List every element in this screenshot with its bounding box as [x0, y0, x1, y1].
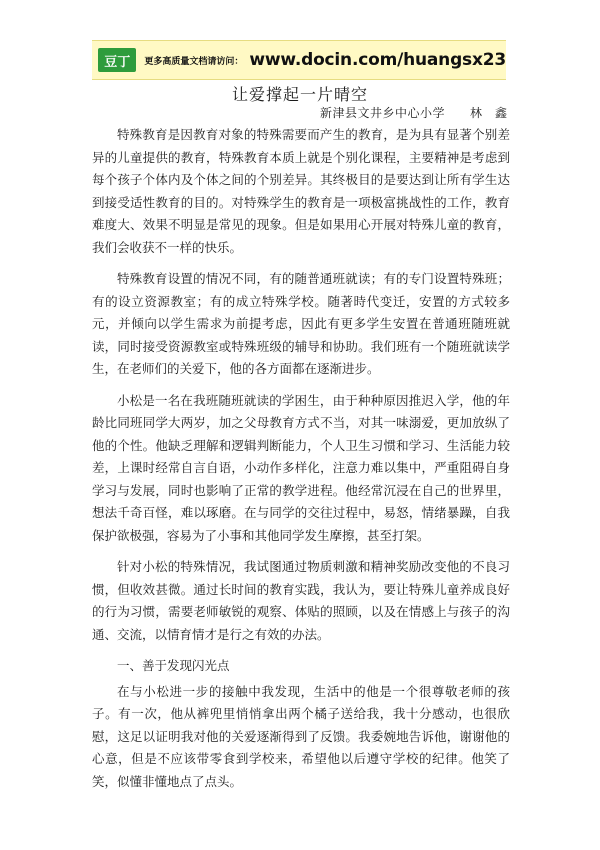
document-author: 新津县文井乡中心小学 林 鑫 [320, 106, 508, 120]
paragraph-5: 在与小松进一步的接触中我发现，生活中的他是一个很尊敬老师的孩子。有一次，他从裤兜里悄悄拿出两个橘子送给我，我十分感动，也很欣慰，这足以证明我对他的关爱逐渐得到了反馈。我委婉地告诉他，谢谢他的心意，但是不应该带零食到学校来，希望他以后遵守学校的纪律。他笑了笑，似懂非懂地点了点头。 [92, 683, 510, 789]
section-heading-1: 一、善于发现闪光点 [117, 658, 230, 673]
docin-logo: 豆丁 [98, 48, 136, 72]
banner-text: 更多高质量文档请访问： [144, 56, 244, 67]
docin-banner[interactable] [92, 40, 506, 80]
paragraph-3: 小松是一名在我班随班就读的学困生，由于种种原因推迟入学，他的年龄比同班同学大两岁，加之父母教育方式不当，对其一味溺爱，更加放纵了他的个性。他缺乏理解和逻辑判断能力，个人卫生习惯和学习、生活能力较差，上课时经常自言自语，小动作多样化，注意力难以集中，严重阻碍自身学习与发展，同时也影响了正常的教学进程。他经常沉浸在自己的世界里，想法千奇百怪，难以琢磨。在与同学的交往过程中，易怒，情绪暴躁，自我保护欲极强，容易为了小事和其他同学发生摩擦，甚至打架。 [92, 392, 510, 543]
document-body [92, 124, 510, 802]
paragraph-2: 特殊教育设置的情况不同，有的随普通班就读；有的专门设置特殊班；有的设立资源教室；有的成立特殊学校。随著時代变迁，安置的方式较多元，并倾向以学生需求为前提考虑，因此有更多学生安置在普通班随班就读，同时接受资源教室或特殊班级的辅导和协助。我们班有一个随班就读学生，在老师们的关爱下，他的各方面都在逐渐进步。 [92, 271, 510, 376]
document-title: 让爱撑起一片晴空 [231, 85, 368, 104]
banner-url-link[interactable]: www.docin.com/huangsx23 [249, 50, 506, 70]
paragraph-1: 特殊教育是因教育对象的特殊需要而产生的教育，是为具有显著个别差异的儿童提供的教育，特殊教育本质上就是个别化课程，主要精神是考虑到每个孩子个体内及个体之间的个别差异。其终极目的是要达到让所有学生达到接受适性教育的目的。对特殊学生的教育是一项极富挑战性的工作，教育难度大、效果不明显是常见的现象。但是如果用心开展对特殊儿童的教育，我们会收获不一样的快乐。 [92, 127, 510, 255]
paragraph-4: 针对小松的特殊情况，我试图通过物质刺激和精神奖励改变他的不良习惯，但收效甚微。通过长时间的教育实践，我认为，要让特殊儿童养成良好的行为习惯，需要老师敏锐的观察、体贴的照顾，以及在情感上与孩子的沟通、交流，以情育情才是行之有效的办法。 [92, 559, 510, 642]
